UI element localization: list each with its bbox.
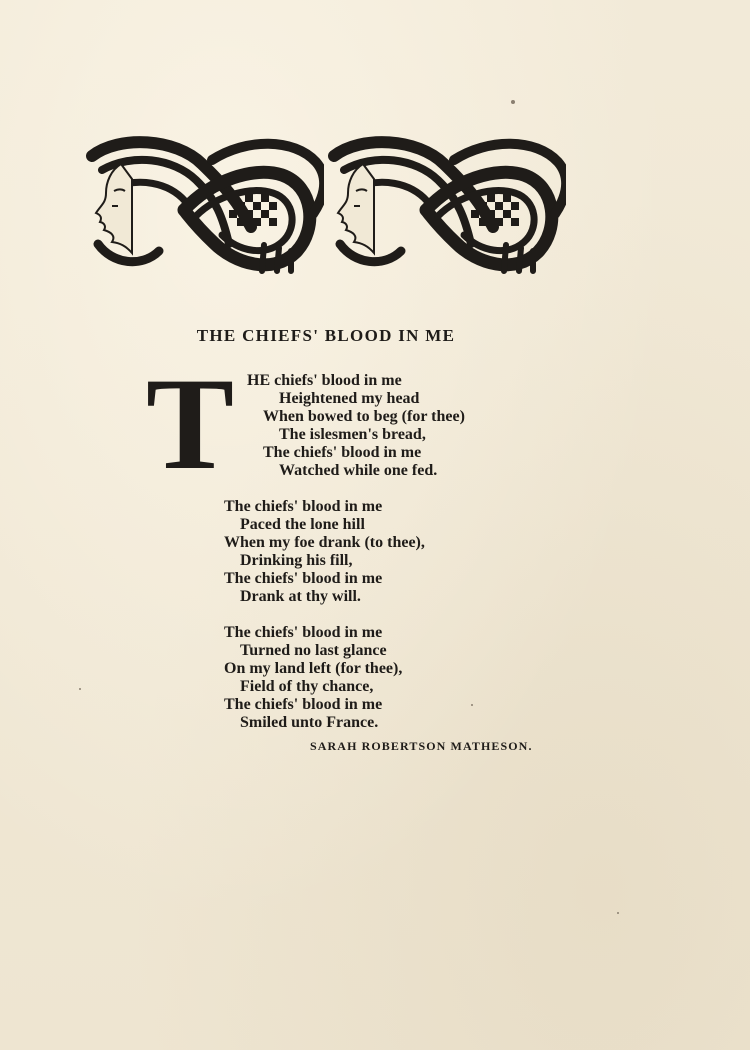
- paper-speck: [617, 912, 619, 914]
- stanza-3-line-3: On my land left (for thee),: [224, 660, 403, 677]
- paper-speck: [79, 688, 81, 690]
- stanza-2-line-4: Drinking his fill,: [240, 552, 353, 569]
- stanza-1-line-1: HE chiefs' blood in me: [247, 372, 402, 389]
- stanza-3-line-6: Smiled unto France.: [240, 714, 379, 731]
- stanza-1-line-3: When bowed to beg (for thee): [263, 408, 465, 425]
- stanza-3-line-5: The chiefs' blood in me: [224, 696, 383, 713]
- stanza-1-line-4: The islesmen's bread,: [279, 426, 426, 443]
- paper-speck: [511, 100, 515, 104]
- stanza-2-line-1: The chiefs' blood in me: [224, 498, 383, 515]
- stanza-1-line-5: The chiefs' blood in me: [263, 444, 422, 461]
- paper-speck: [471, 704, 473, 706]
- stanza-2-line-5: The chiefs' blood in me: [224, 570, 383, 587]
- stanza-3-line-1: The chiefs' blood in me: [224, 624, 383, 641]
- author-signature: SARAH ROBERTSON MATHESON.: [310, 739, 533, 753]
- celtic-knot-maiden-icon: [84, 132, 324, 274]
- stanza-2-line-6: Drank at thy will.: [240, 588, 361, 605]
- stanza-2-line-2: Paced the lone hill: [240, 516, 365, 533]
- decorative-headpiece: [84, 132, 568, 274]
- poem-title: THE CHIEFS' BLOOD IN ME: [196, 326, 456, 345]
- drop-cap: T: [146, 350, 235, 497]
- celtic-knot-maiden-icon: [326, 132, 566, 274]
- stanza-3-line-2: Turned no last glance: [240, 642, 387, 659]
- stanza-2-line-3: When my foe drank (to thee),: [224, 534, 425, 551]
- stanza-1-line-2: Heightened my head: [279, 390, 420, 407]
- stanza-1-line-6: Watched while one fed.: [279, 462, 438, 479]
- stanza-3-line-4: Field of thy chance,: [240, 678, 374, 695]
